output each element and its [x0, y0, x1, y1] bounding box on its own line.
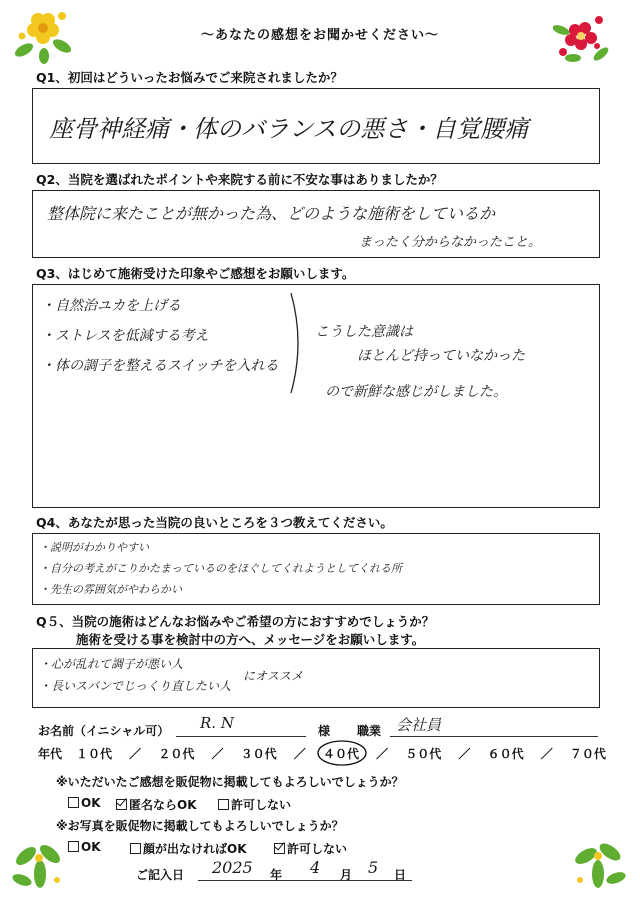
q1-answer: 座骨神経痛・体のバランスの悪さ・自覚腰痛 — [49, 115, 529, 143]
q5-question-line1: Q５、当院の施術はどんなお悩みやご希望の方におすすめでしょうか？ — [36, 614, 435, 629]
age-option-30s[interactable]: ３０代 — [240, 747, 277, 761]
age-option-10s[interactable]: １０代 — [76, 747, 113, 761]
q3-bullet-2: ・ストレスを低減する考え — [41, 328, 209, 344]
name-value: R. N — [200, 714, 234, 732]
consent1-option-anonymous[interactable] — [116, 796, 197, 813]
q2-answer-line2: まったく分からなかったこと。 — [359, 235, 542, 250]
consent2-option-face-hidden[interactable] — [130, 840, 247, 857]
q3-note-line3: ので新鮮な感じがしました。 — [325, 384, 507, 400]
selection-circle-mark — [316, 739, 368, 767]
age-option-40s-label: ４０代 — [322, 747, 359, 761]
q2-question: Q2、当院を選ばれたポイントや来院する前に不安な事はありましたか？ — [36, 172, 443, 187]
name-label: お名前（イニシャル可） — [38, 724, 170, 738]
page-title: ～あなたの感想をお聞かせください～ — [200, 28, 439, 43]
date-label: ご記入日 — [136, 868, 185, 882]
age-option-20s[interactable]: ２０代 — [158, 747, 195, 761]
checked-checkbox-icon[interactable] — [274, 843, 285, 854]
year-unit: 年 — [270, 868, 283, 882]
q2-answer-line1: 整体院に来たことが無かった為、どのような施術をしているか — [47, 204, 496, 223]
consent2-option-deny-label: 許可しない — [287, 842, 348, 856]
consent2-option-ok[interactable] — [68, 840, 101, 854]
q5-suffix: にオススメ — [243, 669, 303, 683]
age-separator: ／ — [129, 747, 142, 761]
consent2-option-ok-label: OK — [81, 840, 101, 854]
q3-note-line2: ほとんど持っていなかった — [357, 348, 525, 364]
q4-answer-box — [32, 533, 600, 605]
q1-question: Q1、初回はどういったお悩みでご来院されましたか？ — [36, 70, 343, 85]
consent1-option-deny-label: 許可しない — [231, 798, 292, 812]
date-underline — [198, 880, 412, 881]
day-unit: 日 — [394, 868, 407, 882]
age-separator: ／ — [458, 747, 471, 761]
checkbox-icon[interactable] — [218, 799, 229, 810]
consent1-option-anonymous-label: 匿名ならOK — [129, 798, 197, 812]
q5-answer-box — [32, 648, 600, 708]
date-year: 2025 — [212, 858, 253, 877]
q4-question: Q4、あなたが思った当院の良いところを３つ教えてください。 — [36, 515, 393, 530]
q3-note-line1: こうした意識は — [315, 324, 413, 340]
sama-label: 様 — [318, 724, 331, 738]
date-month: 4 — [310, 858, 321, 877]
q4-item-2: ・自分の考えがこりかたまっているのをほぐしてくれようとしてくれる所 — [39, 562, 402, 575]
age-separator: ／ — [376, 747, 389, 761]
age-option-60s[interactable]: ６０代 — [487, 747, 524, 761]
age-option-70s[interactable]: ７０代 — [569, 747, 606, 761]
age-separator: ／ — [211, 747, 224, 761]
consent2-question: ※お写真を販促物に掲載してもよろしいでしょうか？ — [56, 819, 344, 833]
q3-bullet-1: ・自然治ユカを上げる — [41, 298, 181, 314]
q4-item-1: ・説明がわかりやすい — [39, 541, 149, 554]
q3-answer-box — [32, 284, 600, 508]
consent1-option-deny[interactable] — [218, 796, 291, 813]
checked-checkbox-icon[interactable] — [116, 799, 127, 810]
q4-item-3: ・先生の雰囲気がやわらかい — [39, 583, 182, 596]
job-label: 職業 — [357, 724, 382, 738]
age-separator: ／ — [293, 747, 306, 761]
consent1-option-ok-label: OK — [81, 796, 101, 810]
age-option-40s-selected[interactable] — [323, 745, 359, 762]
q5-item-1: ・心が乱れて調子が悪い人 — [39, 657, 184, 671]
consent1-option-ok[interactable] — [68, 796, 101, 810]
age-option-50s[interactable]: ５０代 — [405, 747, 442, 761]
q5-item-2: ・長いスパンでじっくり直したい人 — [39, 679, 232, 693]
q3-question: Q3、はじめて施術受けた印象やご感想をお願いします。 — [36, 266, 355, 281]
bracket-mark — [287, 291, 309, 395]
age-options — [76, 745, 606, 762]
date-day: 5 — [368, 858, 379, 877]
q1-answer-box — [32, 88, 600, 164]
checkbox-icon[interactable] — [68, 841, 79, 852]
checkbox-icon[interactable] — [130, 843, 141, 854]
q5-question-line2: 施術を受ける事を検討中の方へ、メッセージをお願いします。 — [76, 632, 425, 647]
job-value: 会社員 — [396, 716, 442, 734]
age-label: 年代 — [38, 747, 63, 761]
month-unit: 月 — [340, 868, 353, 882]
q3-bullet-3: ・体の調子を整えるスイッチを入れる — [41, 358, 279, 374]
consent1-question: ※いただいたご感想を販促物に掲載してもよろしいでしょうか？ — [56, 775, 404, 789]
leaf-decoration-right — [568, 832, 628, 894]
age-separator: ／ — [540, 747, 553, 761]
q2-answer-box — [32, 190, 600, 258]
name-underline — [176, 736, 306, 737]
leaf-decoration-left — [12, 836, 68, 894]
consent2-option-deny[interactable] — [274, 840, 347, 857]
consent2-option-face-hidden-label: 顔が出なければOK — [143, 842, 247, 856]
checkbox-icon[interactable] — [68, 797, 79, 808]
job-underline — [390, 736, 598, 737]
